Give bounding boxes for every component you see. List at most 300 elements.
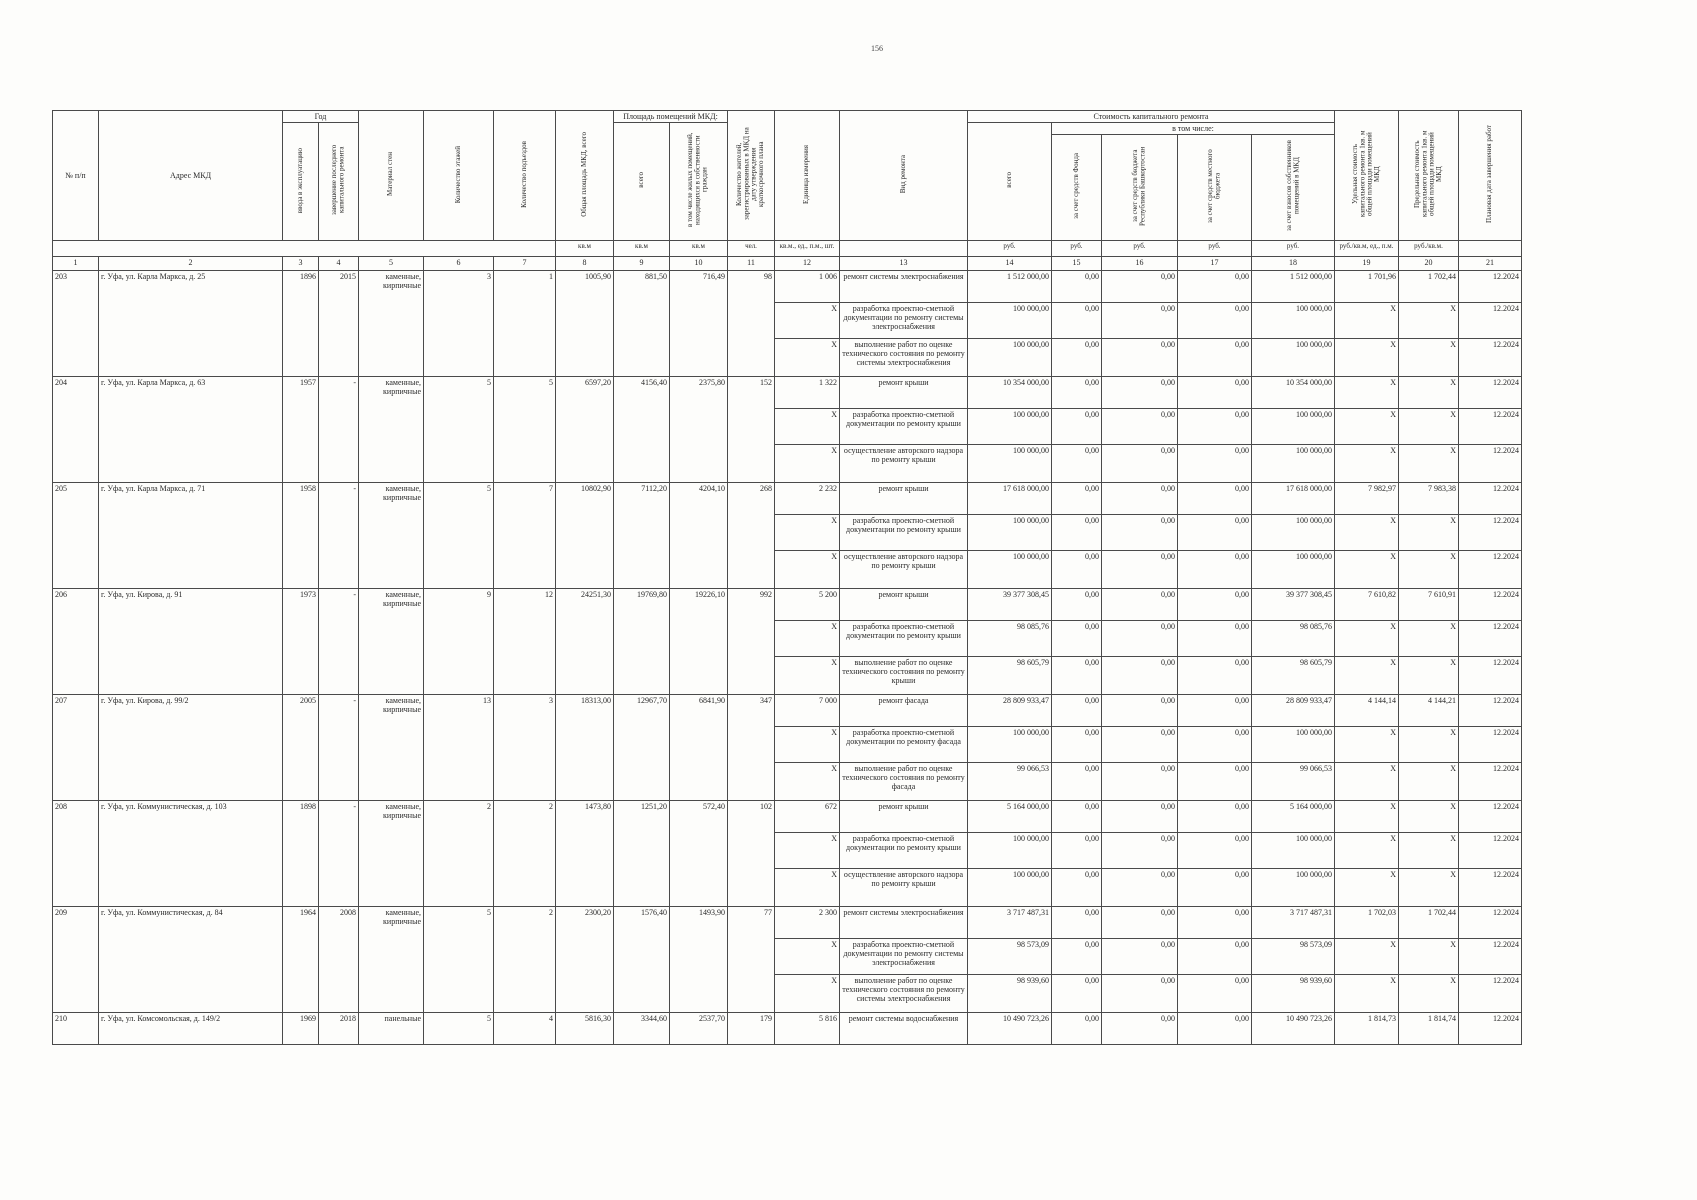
- header-cost-fund: за счет средств Фонда: [1052, 135, 1102, 240]
- work-specific-cost: X: [1335, 656, 1399, 694]
- table-row: [53, 482, 1522, 514]
- work-unit: X: [775, 408, 840, 444]
- work-max-cost: 1 702,44: [1399, 270, 1459, 302]
- work-cost-owners: 99 066,53: [1252, 762, 1335, 800]
- work-cost-fund: 0,00: [1052, 338, 1102, 376]
- work-cost-total: 98 573,09: [968, 938, 1052, 974]
- work-specific-cost: X: [1335, 938, 1399, 974]
- work-cost-owners: 100 000,00: [1252, 338, 1335, 376]
- residents: 102: [728, 800, 775, 906]
- work-cost-fund: 0,00: [1052, 906, 1102, 938]
- premises-total: 1576,40: [614, 906, 670, 1012]
- unit-cost-fund: руб.: [1052, 240, 1102, 256]
- work-cost-total: 39 377 308,45: [968, 588, 1052, 620]
- header-address: Адрес МКД: [99, 111, 283, 241]
- work-repair-type: разработка проектно-сметной документации по ремонту фасада: [840, 726, 968, 762]
- work-max-cost: X: [1399, 726, 1459, 762]
- column-number: 15: [1052, 256, 1102, 270]
- work-max-cost: X: [1399, 656, 1459, 694]
- work-repair-type: выполнение работ по оценке технического состояния по ремонту крыши: [840, 656, 968, 694]
- unit-premises-residential: кв.м: [670, 240, 728, 256]
- work-cost-owners: 98 939,60: [1252, 974, 1335, 1012]
- work-cost-rb: 0,00: [1102, 800, 1178, 832]
- work-cost-owners: 5 164 000,00: [1252, 800, 1335, 832]
- work-cost-local: 0,00: [1178, 408, 1252, 444]
- work-cost-rb: 0,00: [1102, 550, 1178, 588]
- header-year: Год: [283, 111, 359, 123]
- year-last-repair: 2015: [319, 270, 359, 376]
- work-cost-fund: 0,00: [1052, 974, 1102, 1012]
- entrances: 12: [494, 588, 556, 694]
- wall-material: каменные, кирпичные: [359, 694, 424, 800]
- wall-material: панельные: [359, 1012, 424, 1044]
- work-cost-rb: 0,00: [1102, 656, 1178, 694]
- year-last-repair: -: [319, 482, 359, 588]
- work-cost-local: 0,00: [1178, 762, 1252, 800]
- work-repair-type: осуществление авторского надзора по ремонту крыши: [840, 444, 968, 482]
- work-repair-type: разработка проектно-сметной документации по ремонту крыши: [840, 408, 968, 444]
- work-cost-fund: 0,00: [1052, 514, 1102, 550]
- work-cost-rb: 0,00: [1102, 338, 1178, 376]
- work-specific-cost: X: [1335, 550, 1399, 588]
- column-number: 6: [424, 256, 494, 270]
- work-specific-cost: X: [1335, 800, 1399, 832]
- work-cost-fund: 0,00: [1052, 694, 1102, 726]
- column-number: 20: [1399, 256, 1459, 270]
- work-unit: 1 322: [775, 376, 840, 408]
- premises-residential: 572,40: [670, 800, 728, 906]
- residents: 152: [728, 376, 775, 482]
- building-no: 209: [53, 906, 99, 1012]
- wall-material: каменные, кирпичные: [359, 270, 424, 376]
- work-repair-type: выполнение работ по оценке технического состояния по ремонту системы электроснабжения: [840, 974, 968, 1012]
- work-cost-owners: 98 605,79: [1252, 656, 1335, 694]
- work-repair-type: осуществление авторского надзора по ремонту крыши: [840, 868, 968, 906]
- table-row: [53, 270, 1522, 302]
- total-area: 1473,80: [556, 800, 614, 906]
- work-unit: 5 816: [775, 1012, 840, 1044]
- year-commission: 1958: [283, 482, 319, 588]
- unit-premises-total: кв.м: [614, 240, 670, 256]
- work-cost-owners: 17 618 000,00: [1252, 482, 1335, 514]
- entrances: 7: [494, 482, 556, 588]
- work-planned-date: 12.2024: [1459, 938, 1522, 974]
- wall-material: каменные, кирпичные: [359, 482, 424, 588]
- year-commission: 1957: [283, 376, 319, 482]
- work-planned-date: 12.2024: [1459, 868, 1522, 906]
- work-repair-type: разработка проектно-сметной документации по ремонту крыши: [840, 620, 968, 656]
- work-cost-total: 98 939,60: [968, 974, 1052, 1012]
- work-cost-total: 10 490 723,26: [968, 1012, 1052, 1044]
- work-cost-fund: 0,00: [1052, 620, 1102, 656]
- work-cost-local: 0,00: [1178, 338, 1252, 376]
- floors: 5: [424, 482, 494, 588]
- premises-total: 19769,80: [614, 588, 670, 694]
- column-number: 7: [494, 256, 556, 270]
- header-wall-material: Материал стен: [359, 111, 424, 241]
- header-no: № п/п: [53, 111, 99, 241]
- work-cost-total: 100 000,00: [968, 408, 1052, 444]
- header-year-commission: ввода в эксплуатацию: [283, 123, 319, 240]
- residents: 347: [728, 694, 775, 800]
- work-specific-cost: X: [1335, 762, 1399, 800]
- work-repair-type: ремонт крыши: [840, 800, 968, 832]
- work-cost-total: 100 000,00: [968, 868, 1052, 906]
- work-planned-date: 12.2024: [1459, 588, 1522, 620]
- header-max-cost: Предельная стоимость капитального ремонта 1кв. м общей площади помещений МКД: [1399, 111, 1459, 241]
- premises-residential: 2537,70: [670, 1012, 728, 1044]
- work-cost-fund: 0,00: [1052, 302, 1102, 338]
- work-cost-rb: 0,00: [1102, 694, 1178, 726]
- work-unit: X: [775, 444, 840, 482]
- work-planned-date: 12.2024: [1459, 726, 1522, 762]
- header-premises-total: всего: [614, 123, 670, 240]
- work-cost-total: 28 809 933,47: [968, 694, 1052, 726]
- work-max-cost: X: [1399, 550, 1459, 588]
- work-cost-owners: 100 000,00: [1252, 868, 1335, 906]
- header-cost-rb-budget: за счет средств бюджета Республики Башкортостан: [1102, 135, 1178, 240]
- premises-residential: 6841,90: [670, 694, 728, 800]
- work-cost-local: 0,00: [1178, 514, 1252, 550]
- work-cost-fund: 0,00: [1052, 656, 1102, 694]
- work-cost-rb: 0,00: [1102, 408, 1178, 444]
- work-unit: X: [775, 762, 840, 800]
- work-unit: X: [775, 868, 840, 906]
- work-cost-local: 0,00: [1178, 482, 1252, 514]
- total-area: 18313,00: [556, 694, 614, 800]
- work-planned-date: 12.2024: [1459, 408, 1522, 444]
- year-last-repair: -: [319, 376, 359, 482]
- work-cost-rb: 0,00: [1102, 588, 1178, 620]
- unit-cost-local: руб.: [1178, 240, 1252, 256]
- total-area: 1005,90: [556, 270, 614, 376]
- year-last-repair: -: [319, 694, 359, 800]
- header-total-area: Общая площадь МКД, всего: [556, 111, 614, 241]
- header-premises-area: Площадь помещений МКД:: [614, 111, 728, 123]
- unit-specific-cost: руб./кв.м, ед., п.м.: [1335, 240, 1399, 256]
- work-cost-total: 100 000,00: [968, 302, 1052, 338]
- building-address: г. Уфа, ул. Коммунистическая, д. 84: [99, 906, 283, 1012]
- column-number: 19: [1335, 256, 1399, 270]
- work-repair-type: ремонт системы электроснабжения: [840, 270, 968, 302]
- work-max-cost: X: [1399, 376, 1459, 408]
- work-unit: X: [775, 338, 840, 376]
- work-cost-total: 98 085,76: [968, 620, 1052, 656]
- premises-total: 12967,70: [614, 694, 670, 800]
- work-unit: 1 006: [775, 270, 840, 302]
- work-specific-cost: X: [1335, 444, 1399, 482]
- work-planned-date: 12.2024: [1459, 974, 1522, 1012]
- work-cost-rb: 0,00: [1102, 832, 1178, 868]
- work-cost-local: 0,00: [1178, 832, 1252, 868]
- work-planned-date: 12.2024: [1459, 832, 1522, 868]
- work-cost-fund: 0,00: [1052, 588, 1102, 620]
- work-repair-type: ремонт фасада: [840, 694, 968, 726]
- wall-material: каменные, кирпичные: [359, 376, 424, 482]
- column-number: 1: [53, 256, 99, 270]
- work-unit: 2 300: [775, 906, 840, 938]
- work-cost-total: 100 000,00: [968, 514, 1052, 550]
- table-row: [53, 588, 1522, 620]
- work-cost-total: 5 164 000,00: [968, 800, 1052, 832]
- premises-total: 7112,20: [614, 482, 670, 588]
- header-planned-date: Плановая дата завершения работ: [1459, 111, 1522, 241]
- header-residents: Количество жителей, зарегистрированных в МКД на дату утверждения краткосрочного плана: [728, 111, 775, 241]
- year-last-repair: -: [319, 800, 359, 906]
- work-cost-fund: 0,00: [1052, 408, 1102, 444]
- header-cost: Стоимость капитального ремонта: [968, 111, 1335, 123]
- work-specific-cost: X: [1335, 514, 1399, 550]
- year-commission: 1896: [283, 270, 319, 376]
- building-address: г. Уфа, ул. Кирова, д. 91: [99, 588, 283, 694]
- work-specific-cost: 7 982,97: [1335, 482, 1399, 514]
- column-number: 21: [1459, 256, 1522, 270]
- work-max-cost: X: [1399, 302, 1459, 338]
- work-specific-cost: X: [1335, 376, 1399, 408]
- work-cost-rb: 0,00: [1102, 938, 1178, 974]
- work-cost-total: 10 354 000,00: [968, 376, 1052, 408]
- wall-material: каменные, кирпичные: [359, 800, 424, 906]
- unit-cost-total: руб.: [968, 240, 1052, 256]
- work-cost-owners: 1 512 000,00: [1252, 270, 1335, 302]
- work-specific-cost: X: [1335, 302, 1399, 338]
- work-cost-total: 3 717 487,31: [968, 906, 1052, 938]
- header-unit: Единица измерения: [775, 111, 840, 241]
- building-address: г. Уфа, ул. Комсомольская, д. 149/2: [99, 1012, 283, 1044]
- work-cost-total: 99 066,53: [968, 762, 1052, 800]
- work-cost-local: 0,00: [1178, 620, 1252, 656]
- work-cost-local: 0,00: [1178, 1012, 1252, 1044]
- floors: 3: [424, 270, 494, 376]
- column-number: 2: [99, 256, 283, 270]
- floors: 5: [424, 906, 494, 1012]
- work-cost-owners: 100 000,00: [1252, 302, 1335, 338]
- work-planned-date: 12.2024: [1459, 376, 1522, 408]
- unit-total-area: кв.м: [556, 240, 614, 256]
- work-cost-rb: 0,00: [1102, 620, 1178, 656]
- work-max-cost: X: [1399, 762, 1459, 800]
- work-repair-type: разработка проектно-сметной документации по ремонту крыши: [840, 514, 968, 550]
- work-cost-owners: 100 000,00: [1252, 444, 1335, 482]
- work-cost-local: 0,00: [1178, 906, 1252, 938]
- work-repair-type: выполнение работ по оценке технического состояния по ремонту фасада: [840, 762, 968, 800]
- year-commission: 1898: [283, 800, 319, 906]
- unit-residents: чел.: [728, 240, 775, 256]
- work-planned-date: 12.2024: [1459, 302, 1522, 338]
- work-specific-cost: X: [1335, 868, 1399, 906]
- work-cost-owners: 100 000,00: [1252, 832, 1335, 868]
- unit-cost-rb: руб.: [1102, 240, 1178, 256]
- entrances: 2: [494, 800, 556, 906]
- work-max-cost: X: [1399, 338, 1459, 376]
- work-cost-total: 17 618 000,00: [968, 482, 1052, 514]
- floors: 2: [424, 800, 494, 906]
- building-address: г. Уфа, ул. Карла Маркса, д. 63: [99, 376, 283, 482]
- work-cost-local: 0,00: [1178, 550, 1252, 588]
- work-cost-rb: 0,00: [1102, 514, 1178, 550]
- column-number: 12: [775, 256, 840, 270]
- entrances: 2: [494, 906, 556, 1012]
- work-cost-total: 100 000,00: [968, 444, 1052, 482]
- work-planned-date: 12.2024: [1459, 800, 1522, 832]
- premises-residential: 1493,90: [670, 906, 728, 1012]
- work-planned-date: 12.2024: [1459, 338, 1522, 376]
- entrances: 5: [494, 376, 556, 482]
- work-cost-local: 0,00: [1178, 800, 1252, 832]
- column-number: 11: [728, 256, 775, 270]
- work-cost-owners: 3 717 487,31: [1252, 906, 1335, 938]
- work-unit: X: [775, 514, 840, 550]
- work-cost-owners: 10 490 723,26: [1252, 1012, 1335, 1044]
- column-number: 8: [556, 256, 614, 270]
- year-last-repair: -: [319, 588, 359, 694]
- work-unit: X: [775, 832, 840, 868]
- column-numbers-row: [53, 256, 1522, 270]
- work-max-cost: X: [1399, 620, 1459, 656]
- work-specific-cost: X: [1335, 726, 1399, 762]
- header-premises-residential: в том числе жилых помещений, находящихся в собственности граждан: [670, 123, 728, 240]
- work-cost-fund: 0,00: [1052, 550, 1102, 588]
- work-cost-local: 0,00: [1178, 376, 1252, 408]
- column-number: 3: [283, 256, 319, 270]
- work-cost-fund: 0,00: [1052, 832, 1102, 868]
- premises-total: 1251,20: [614, 800, 670, 906]
- entrances: 1: [494, 270, 556, 376]
- unit-date: [1459, 240, 1522, 256]
- work-unit: X: [775, 302, 840, 338]
- work-repair-type: ремонт крыши: [840, 588, 968, 620]
- column-number: 10: [670, 256, 728, 270]
- year-commission: 2005: [283, 694, 319, 800]
- work-specific-cost: X: [1335, 338, 1399, 376]
- floors: 13: [424, 694, 494, 800]
- work-max-cost: X: [1399, 408, 1459, 444]
- wall-material: каменные, кирпичные: [359, 906, 424, 1012]
- work-cost-rb: 0,00: [1102, 906, 1178, 938]
- total-area: 5816,30: [556, 1012, 614, 1044]
- work-specific-cost: 4 144,14: [1335, 694, 1399, 726]
- work-cost-owners: 28 809 933,47: [1252, 694, 1335, 726]
- work-specific-cost: 1 701,96: [1335, 270, 1399, 302]
- building-no: 206: [53, 588, 99, 694]
- premises-residential: 19226,10: [670, 588, 728, 694]
- table-row: [53, 376, 1522, 408]
- header-specific-cost: Удельная стоимость капитального ремонта 1кв. м общей площади помещений МКД: [1335, 111, 1399, 241]
- work-cost-fund: 0,00: [1052, 376, 1102, 408]
- work-cost-owners: 98 085,76: [1252, 620, 1335, 656]
- work-max-cost: 7 610,91: [1399, 588, 1459, 620]
- work-cost-rb: 0,00: [1102, 376, 1178, 408]
- work-cost-rb: 0,00: [1102, 726, 1178, 762]
- work-repair-type: выполнение работ по оценке технического состояния по ремонту системы электроснабжения: [840, 338, 968, 376]
- work-max-cost: X: [1399, 832, 1459, 868]
- capital-repair-table: [52, 110, 1522, 1045]
- work-max-cost: X: [1399, 444, 1459, 482]
- header-cost-local-budget: за счет средств местного бюджета: [1178, 135, 1252, 240]
- total-area: 24251,30: [556, 588, 614, 694]
- work-cost-local: 0,00: [1178, 974, 1252, 1012]
- table-row: [53, 800, 1522, 832]
- column-number: 9: [614, 256, 670, 270]
- work-max-cost: X: [1399, 974, 1459, 1012]
- work-cost-local: 0,00: [1178, 694, 1252, 726]
- work-cost-total: 100 000,00: [968, 338, 1052, 376]
- work-cost-total: 98 605,79: [968, 656, 1052, 694]
- floors: 5: [424, 1012, 494, 1044]
- work-planned-date: 12.2024: [1459, 906, 1522, 938]
- work-repair-type: ремонт системы электроснабжения: [840, 906, 968, 938]
- work-max-cost: 1 814,74: [1399, 1012, 1459, 1044]
- year-commission: 1969: [283, 1012, 319, 1044]
- work-cost-total: 100 000,00: [968, 550, 1052, 588]
- work-cost-owners: 100 000,00: [1252, 408, 1335, 444]
- building-address: г. Уфа, ул. Коммунистическая, д. 103: [99, 800, 283, 906]
- work-cost-rb: 0,00: [1102, 302, 1178, 338]
- work-cost-fund: 0,00: [1052, 938, 1102, 974]
- table-row: [53, 1012, 1522, 1044]
- work-specific-cost: X: [1335, 832, 1399, 868]
- column-number: 16: [1102, 256, 1178, 270]
- work-cost-fund: 0,00: [1052, 800, 1102, 832]
- building-address: г. Уфа, ул. Кирова, д. 99/2: [99, 694, 283, 800]
- work-unit: X: [775, 550, 840, 588]
- work-cost-fund: 0,00: [1052, 726, 1102, 762]
- work-planned-date: 12.2024: [1459, 762, 1522, 800]
- building-no: 207: [53, 694, 99, 800]
- units-blank: [53, 240, 556, 256]
- work-cost-rb: 0,00: [1102, 974, 1178, 1012]
- premises-total: 881,50: [614, 270, 670, 376]
- entrances: 4: [494, 1012, 556, 1044]
- work-specific-cost: 7 610,82: [1335, 588, 1399, 620]
- total-area: 2300,20: [556, 906, 614, 1012]
- header-floors: Количество этажей: [424, 111, 494, 241]
- work-cost-fund: 0,00: [1052, 1012, 1102, 1044]
- wall-material: каменные, кирпичные: [359, 588, 424, 694]
- work-cost-owners: 10 354 000,00: [1252, 376, 1335, 408]
- building-no: 210: [53, 1012, 99, 1044]
- work-cost-local: 0,00: [1178, 270, 1252, 302]
- work-cost-fund: 0,00: [1052, 270, 1102, 302]
- work-repair-type: осуществление авторского надзора по ремонту крыши: [840, 550, 968, 588]
- residents: 992: [728, 588, 775, 694]
- work-max-cost: X: [1399, 514, 1459, 550]
- work-cost-rb: 0,00: [1102, 444, 1178, 482]
- floors: 9: [424, 588, 494, 694]
- residents: 98: [728, 270, 775, 376]
- work-cost-owners: 98 573,09: [1252, 938, 1335, 974]
- header-entrances: Количество подъездов: [494, 111, 556, 241]
- work-cost-local: 0,00: [1178, 588, 1252, 620]
- column-number: 4: [319, 256, 359, 270]
- work-planned-date: 12.2024: [1459, 694, 1522, 726]
- residents: 77: [728, 906, 775, 1012]
- work-unit: 2 232: [775, 482, 840, 514]
- building-no: 205: [53, 482, 99, 588]
- year-commission: 1973: [283, 588, 319, 694]
- work-unit: 7 000: [775, 694, 840, 726]
- work-cost-fund: 0,00: [1052, 482, 1102, 514]
- column-number: 5: [359, 256, 424, 270]
- entrances: 3: [494, 694, 556, 800]
- work-planned-date: 12.2024: [1459, 1012, 1522, 1044]
- work-cost-rb: 0,00: [1102, 1012, 1178, 1044]
- work-unit: X: [775, 726, 840, 762]
- work-repair-type: ремонт крыши: [840, 482, 968, 514]
- work-specific-cost: X: [1335, 620, 1399, 656]
- work-max-cost: X: [1399, 800, 1459, 832]
- work-unit: X: [775, 938, 840, 974]
